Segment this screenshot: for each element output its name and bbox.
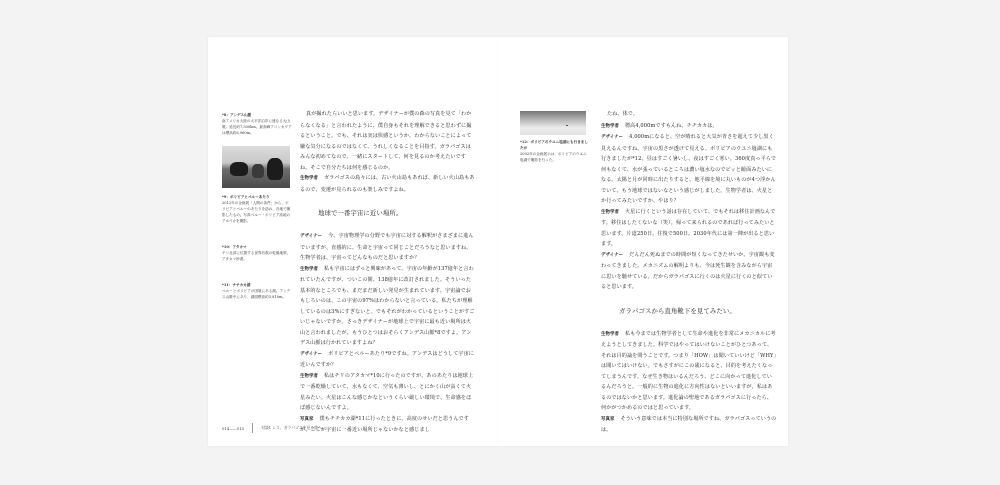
paragraph-text: 標高4,000mですもんね、チチカカは。 [624,122,718,129]
photo-caption [520,139,590,163]
paragraph-text: 私も宇宙にはずっと興味があって。宇宙の年齢が137億年と言われていたんですが、ついこの間、138億年に改訂されました。そういった基本的なところでも、まだまだ新しい発見が生まれています。宇宙論でおもしろいのは、この宇宙の97%はわからないと言っている。私たちが理解しているのは3%にすぎないと。でもそれがわかっているということがすごいじゃないですか。さっきデザイナーが地球上で宇宙に最も近い場所は火山と言われましたが、もうひとつはおそらくアンデス山脈*8ですよ。アンデス山脈は行かれていますよね？ [300,265,475,346]
paragraph [601,132,777,207]
paragraph [601,109,777,121]
paragraph [300,371,476,414]
magazine-spread [208,37,788,446]
paragraph [601,250,777,293]
salt-flat-photo [520,111,586,135]
paragraph-text: 私も今までは生物学者として生命や進化を非常にメカニカルに考えようとしてきました。科学ではやってはいけないことがひとつあって、それは目的論を問うことです。つまり「HOW」は聞いていいけど「WHY」は聞いてはいけない。でもさすがにこの歳になると、目的を考えたくなってしまうんです。なぜ生き物はいるんだろう、どこに向かって進化しているんだろうと。一般的に生物の進化に方向性はないといいますが、私はあるのではないかと思います。進化論の聖地であるガラパゴスに行ったら、何かがつかめるのではと思っています。 [601,330,777,411]
footnote-body: 2012年の企画展「人間の条件」から、ボリビアとペルーのあたりを訪ね、各地で撮影したもの。写真ペルー・ボリビア高地のアルパカを撮影。 [222,201,291,223]
speaker-label: デザイナー [300,234,323,239]
paragraph-text: ボリビアとペルーあたり*9ですね。アンデスはどうして宇宙に近いんですか？ [300,350,474,368]
section-heading: 地球で一番宇宙に近い場所。 [318,209,403,217]
paragraph [601,329,777,414]
paragraph [300,231,476,264]
footnote [222,282,292,300]
page-footer [222,423,325,433]
speaker-label: 生物学者 [300,266,318,272]
footnote-title: *9：ボリビアとペルーあたり [222,195,270,199]
paragraph-text: 火星に行くという話は存在していて、でもそれは移住計画なんです。移住はしたくないな（笑）。帰って来られるのであれば行ってみたいと思います。片道250日、往復で500日。2030年代には第一陣が出ると思います。 [601,208,776,247]
section-title: 対談1 レス、ガラパゴスを見る旅へ。 [261,425,326,430]
speaker-label: デザイナー [300,351,323,357]
paragraph-text: だんだん死ぬまでの時間が短くなってきたせいか、宇宙観も変わってきました。メカニズムの解明よりも、今は死生観を含みながら宇宙に思いを馳せている。だからガラパゴスに行くのは火星に行くのと似ていると思います。 [601,251,775,290]
page-gutter [497,37,498,446]
paragraph [300,349,476,371]
sidenotes-left [222,112,292,320]
speaker-label: 写真家 [300,416,314,422]
paragraph-text: 今、宇宙物理学の分野でも宇宙に対する解釈がさまざまに進んでいますが、直感的に、生命と宇宙って同じことだろうなと思いますね。生物学者は、宇宙ってどんなものだと思いますか？ [300,233,474,261]
footnote [222,112,292,136]
footnote-title: *12：ボリビアのウユニ塩湖にも行きましたが [520,140,588,150]
speaker-label: 生物学者 [601,331,619,337]
footnote-body: ペルーとボリビアの国境にある湖。アンデス山脈中にあり、湖面標高約3,810m。 [222,289,291,299]
footnote-body: チリ北部に位置する世界有数の乾燥地帯。アタカマ砂漠。 [222,251,291,261]
footnote-body: 2002年の企画展示は、ボリビアのウユニ塩湖で撮影を行った。 [520,152,587,162]
alpaca-photo [222,146,290,188]
paragraph [300,109,476,173]
paragraph [601,121,777,133]
footnote-body: 南アメリカ大陸の太平洋沿岸に連なる大山脈。延長約7,500km。最高峰アコンカグアは標高約6,960m。 [222,119,292,135]
speaker-label: 生物学者 [300,176,318,181]
footnote [222,194,292,224]
paragraph-text: 真が撮れたらいいと思います。デザイナーが僕の森の写真を見て「わからなくなる」と言われたように、僕自身もそれを理解できると思わずに撮るということ。でも、それは実は快感というか、わからないことによって嫌な気分になるのではなくて、うれしくなることを目指す。ガラパゴスはみんな初めてなので、一緒にスタートして、何を見るのか考えたいですね。そこで自分たちは何を感じるのか。 [300,111,472,171]
paragraph-text: ガラパゴスの島々には、古い火山島もあれば、新しい火山島もあるので、変遷が見られるのも楽しみですよね。 [300,175,475,193]
paragraph [300,414,476,436]
paragraph-text: 4,000mになると、空が晴れると大気が青さを超えて少し黒く見えるんですね。宇宙の黒さが透けて見える。ボリビアのウユニ塩湖にも行きましたが*12、昼はすごく暑いし、夜はすごく寒い。360度真っ平らで何もなくて、水が張っているところは濃い塩水なのでピッと鏡面みたいになる。太陽と月が同時に出たりすると、地平線を境に丸いものが4つ浮かんでいて、もう地球ではないなという感じがしました。生物学者は、火星とか行ってみたいですか、やはり？ [601,134,777,204]
footnote-title: *10：アタカマ [222,245,247,249]
footer-divider [252,423,253,433]
paragraph-text: たね、体で。 [607,111,639,117]
body-column-right [601,109,777,436]
footnote [222,244,292,262]
speaker-label: 生物学者 [601,209,619,215]
body-column-left [300,109,476,436]
footnote-title: *11：チチカカ湖 [222,283,251,287]
paragraph [300,264,476,349]
footnote-title: *8：アンデス山脈 [222,113,252,117]
paragraph [601,207,777,250]
page-numbers: 014——015 [222,425,245,431]
speaker-label: 生物学者 [300,373,318,379]
speaker-label: 写真家 [601,416,615,422]
speaker-label: 生物学者 [601,123,619,129]
speaker-label: デザイナー [601,135,624,140]
paragraph-text: そういう意味では本当に特別な場所ですね、ガラパゴスっていうのは。 [601,415,777,433]
paragraph-text: 僕もチチカカ湖*11に行ったときに、高度のせいだと思うんですが、ここが宇宙に一番近い場所じゃないかなと感じまし [300,415,469,433]
paragraph [300,173,476,195]
paragraph [601,414,777,436]
paragraph-text: 私はチリのアタカマ*10に行ったのですが、あのあたりは地球上で一番乾燥していて、水もなくて、空気も薄いし、とにかく山が高くて火星みたい。火星はこんな感じかなというくらい厳しい環境で、生命感をほぼ感じないんですよ。 [300,372,474,411]
speaker-label: デザイナー [601,252,624,258]
section-heading: ガラパゴスから直角靴下を見てみたい。 [619,306,736,315]
